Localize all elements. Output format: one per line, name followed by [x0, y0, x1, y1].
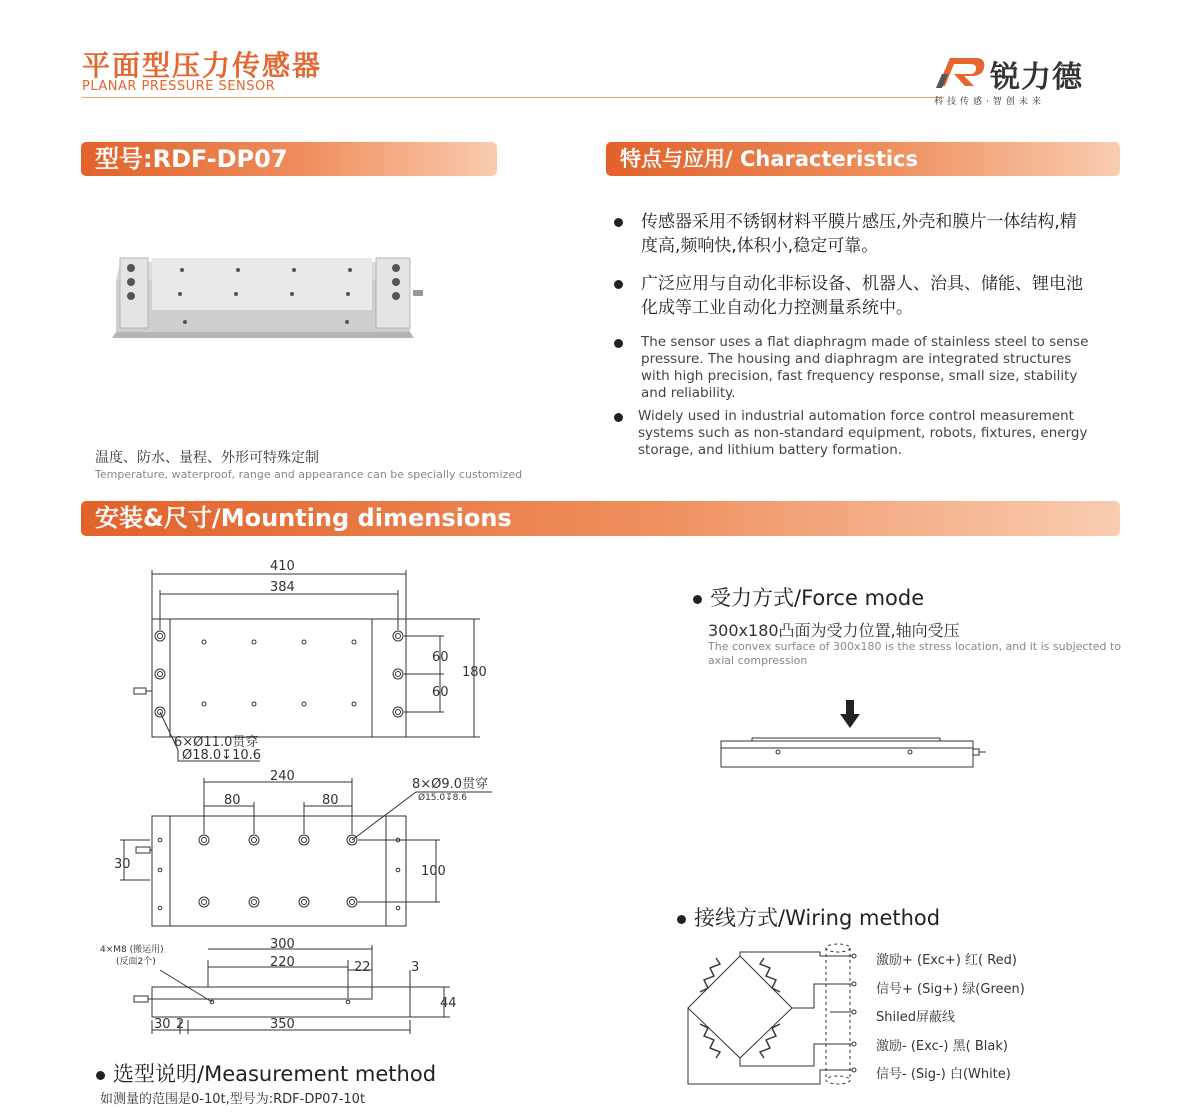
dim-2: 2 — [176, 1017, 185, 1032]
arrow-down-icon — [840, 700, 860, 728]
wire-sig-plus: 信号+ (Sig+) 绿(Green) — [876, 981, 1025, 997]
dim-44: 44 — [440, 996, 457, 1011]
hole-note-top-1: 6×Ø11.0贯穿 — [174, 735, 259, 750]
force-mode-en: The convex surface of 300x180 is the stress location, and it is subjected to axial compression — [708, 640, 1122, 667]
thread-note-1: 4×M8 (搬运用) — [100, 945, 164, 955]
bullet-icon — [96, 1071, 105, 1080]
bullet-icon — [614, 218, 623, 227]
feature-item: 传感器采用不锈钢材料平膜片感压,外壳和膜片一体结构,精度高,频响快,体积小,稳定可靠。 — [614, 210, 1094, 260]
page-title: 平面型压力传感器 — [82, 49, 323, 82]
hole-note-bottom-2: Ø15.0↧8.6 — [418, 793, 467, 803]
product-image — [100, 250, 430, 342]
dim-410: 410 — [270, 559, 295, 574]
hole-note-top-2: Ø18.0↧10.6 — [182, 748, 262, 763]
dim-180: 180 — [462, 665, 487, 680]
dim-240: 240 — [270, 769, 295, 784]
wire-exc-minus: 激励- (Exc-) 黑( Blak) — [876, 1038, 1008, 1054]
dim-100: 100 — [421, 864, 446, 879]
thread-note-2: (反面2个) — [116, 957, 156, 967]
bullet-icon — [677, 915, 686, 924]
bullet-icon — [614, 339, 623, 348]
customization-note-en: Temperature, waterproof, range and appearance can be specially customized — [95, 468, 523, 481]
wiring-diagram — [680, 940, 860, 1090]
feature-item: Widely used in industrial automation force control measurement systems such as non-standard equipment, robots, fixtures, energy storage, and lithium battery formation. — [614, 408, 1094, 462]
dim-350: 350 — [270, 1017, 295, 1032]
customization-note-cn: 温度、防水、量程、外形可特殊定制 — [95, 450, 319, 466]
wire-shield: Shiled屏蔽线 — [876, 1010, 955, 1025]
dim-80b: 80 — [322, 793, 339, 808]
dim-30-side: 30 — [154, 1017, 171, 1032]
dim-22: 22 — [354, 960, 371, 975]
bullet-icon — [614, 280, 623, 289]
measurement-text: 如测量的范围是0-10t,型号为:RDF-DP07-10t — [100, 1092, 366, 1107]
characteristics-banner: 特点与应用/ Characteristics — [606, 142, 1120, 176]
dim-80a: 80 — [224, 793, 241, 808]
model-banner: 型号:RDF-DP07 — [81, 142, 497, 176]
dim-220: 220 — [270, 955, 295, 970]
measurement-heading: 选型说明/Measurement method — [96, 1058, 436, 1088]
dimension-drawings — [100, 550, 500, 1040]
dim-30: 30 — [114, 857, 131, 872]
feature-item: The sensor uses a flat diaphragm made of stainless steel to sense pressure. The housing and diaphragm are integrated structures with high precision, fast frequency response, small size, stability and reliability. — [614, 334, 1094, 404]
wire-sig-minus: 信号- (Sig-) 白(White) — [876, 1067, 1011, 1082]
feature-item: 广泛应用与自动化非标设备、机器人、治具、储能、锂电池化成等工业自动化力控测量系统中。 — [614, 272, 1094, 322]
mounting-banner: 安装&尺寸/Mounting dimensions — [81, 501, 1120, 536]
bullet-icon — [693, 595, 702, 604]
title-divider — [82, 97, 944, 98]
wire-exc-plus: 激励+ (Exc+) 红( Red) — [876, 953, 1017, 968]
force-mode-diagram — [718, 700, 998, 772]
wiring-legend — [876, 947, 1106, 1090]
brand-name: 锐力德 — [990, 60, 1083, 95]
page-subtitle: PLANAR PRESSURE SENSOR — [82, 79, 276, 94]
brand-logo-icon — [934, 54, 988, 90]
force-mode-cn: 300x180凸面为受力位置,轴向受压 — [708, 621, 960, 640]
dim-300: 300 — [270, 937, 295, 952]
dim-60a: 60 — [432, 650, 449, 665]
hole-note-bottom-1: 8×Ø9.0贯穿 — [412, 777, 489, 792]
bullet-icon — [614, 413, 623, 422]
brand-slogan: 科技传感·智创未来 — [934, 97, 1045, 107]
dim-384: 384 — [270, 580, 295, 595]
force-mode-heading: 受力方式/Force mode — [693, 582, 924, 612]
dim-60b: 60 — [432, 685, 449, 700]
wiring-heading: 接线方式/Wiring method — [677, 902, 940, 932]
dim-3: 3 — [411, 960, 420, 975]
